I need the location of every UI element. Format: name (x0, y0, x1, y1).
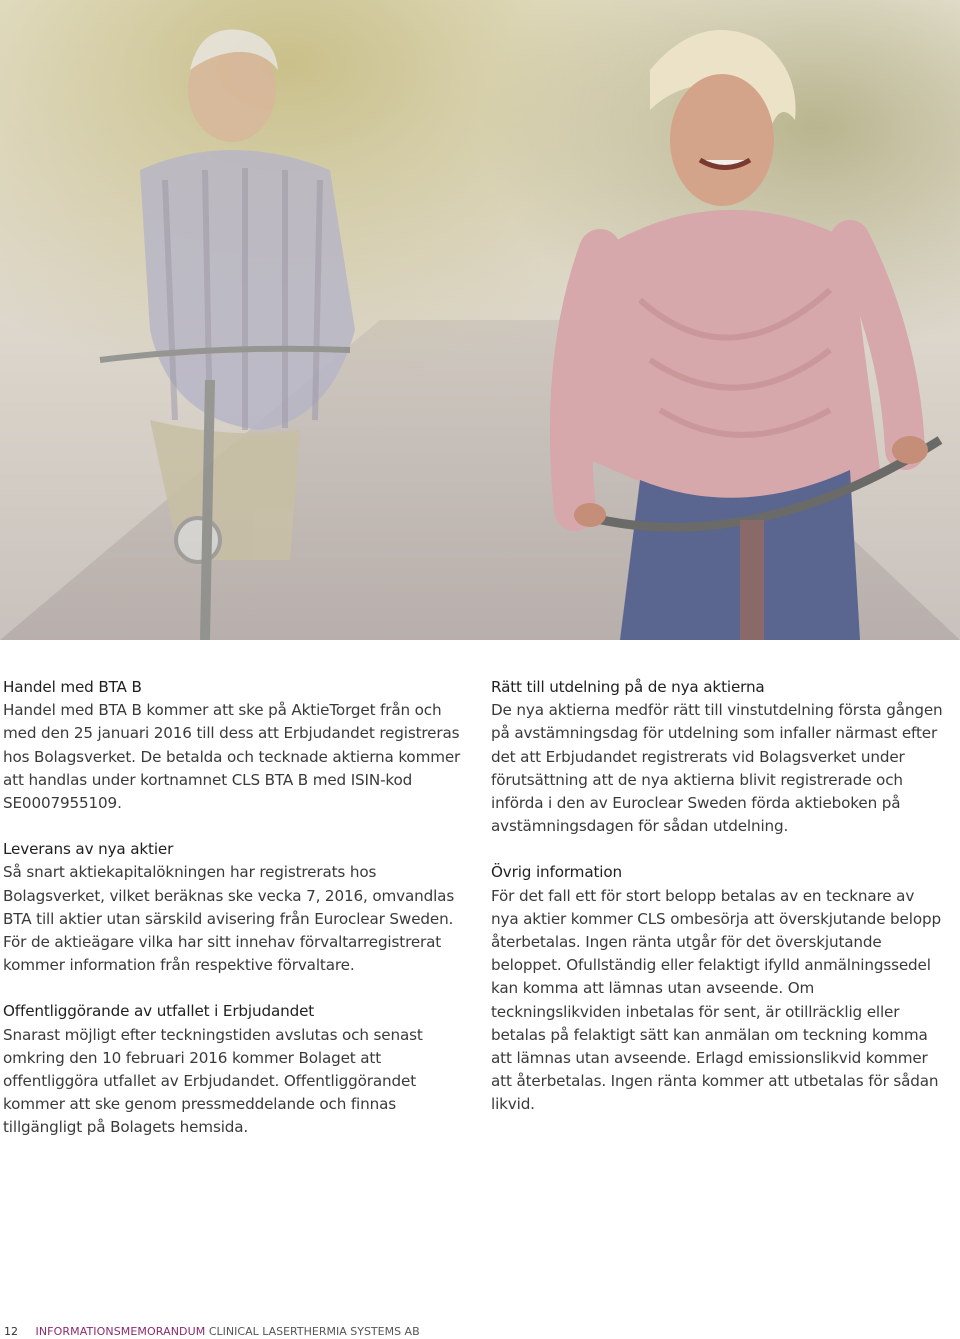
section-handel (3, 676, 473, 815)
section-body: Så snart aktiekapitalökningen har registrerats hos Bolagsverket, vilket beräknas ske vecka 7, 2016, omvandlas BTA till aktier utan särskild avisering från Euroclear Sweden. För de aktieägare vilka har sitt innehav förvaltarregistrerat kommer information från respektive förvaltare. (3, 863, 455, 975)
section-utdelning (491, 676, 946, 838)
right-column (491, 676, 946, 1140)
section-leverans (3, 838, 473, 977)
section-body: Handel med BTA B kommer att ske på AktieTorget från och med den 25 januari 2016 till dess att Erbjudandet registreras hos Bolagsverket. De betalda och tecknade aktierna kommer att handlas under kortnamnet CLS BTA B med ISIN-kod SE0007955109. (3, 701, 461, 813)
cyclists-illustration (0, 0, 960, 640)
page-footer (4, 1325, 420, 1339)
section-offentliggorande (3, 1000, 473, 1139)
section-heading: Leverans av nya aktier (3, 840, 174, 859)
page-number: 12 (4, 1325, 18, 1338)
left-column (3, 676, 473, 1163)
company-name: CLINICAL LASERTHERMIA SYSTEMS AB (208, 1325, 420, 1338)
hero-photo (0, 0, 960, 640)
section-body: Snarast möjligt efter teckningstiden avslutas och senast omkring den 10 februari 2016 kommer Bolaget att offentliggöra utfallet av Erbjudandet. Offentliggörandet kommer att ske genom pressmeddelande och finnas tillgängligt på Bolagets hemsida. (3, 1025, 423, 1137)
section-heading: Rätt till utdelning på de nya aktierna (491, 678, 765, 696)
section-heading: Offentliggörande av utfallet i Erbjudandet (3, 1002, 315, 1021)
document-type: INFORMATIONSMEMORANDUM (35, 1325, 206, 1338)
section-heading: Övrig information (491, 863, 622, 882)
section-ovrig (491, 861, 946, 1116)
section-body: För det fall ett för stort belopp betalas av en tecknare av nya aktier kommer CLS ombesörja att överskjutande belopp återbetalas. Ingen ränta utgår för det överskjutande beloppet. Ofullständig eller felaktigt ifylld anmälningssedel kan komma att lämnas utan avseende. Om teckningslikviden inbetalas för sent, är otillräcklig eller betalas på felaktigt sätt kan anmälan om teckning komma att lämnas utan avseende. Erlagd emissionslikvid kommer att återbetalas. Ingen ränta kommer att utbetalas för sådan likvid. (491, 886, 941, 1114)
section-heading: Handel med BTA B (3, 678, 142, 696)
section-body: De nya aktierna medför rätt till vinstutdelning första gången på avstämningsdag för utdelning som infaller närmast efter det att Erbjudandet registrerats vid Bolagsverket under förutsättning att de nya aktierna blivit registrerade och införda i den av Euroclear Sweden förda aktieboken på avstämningsdagen för sådan utdelning. (491, 701, 943, 836)
